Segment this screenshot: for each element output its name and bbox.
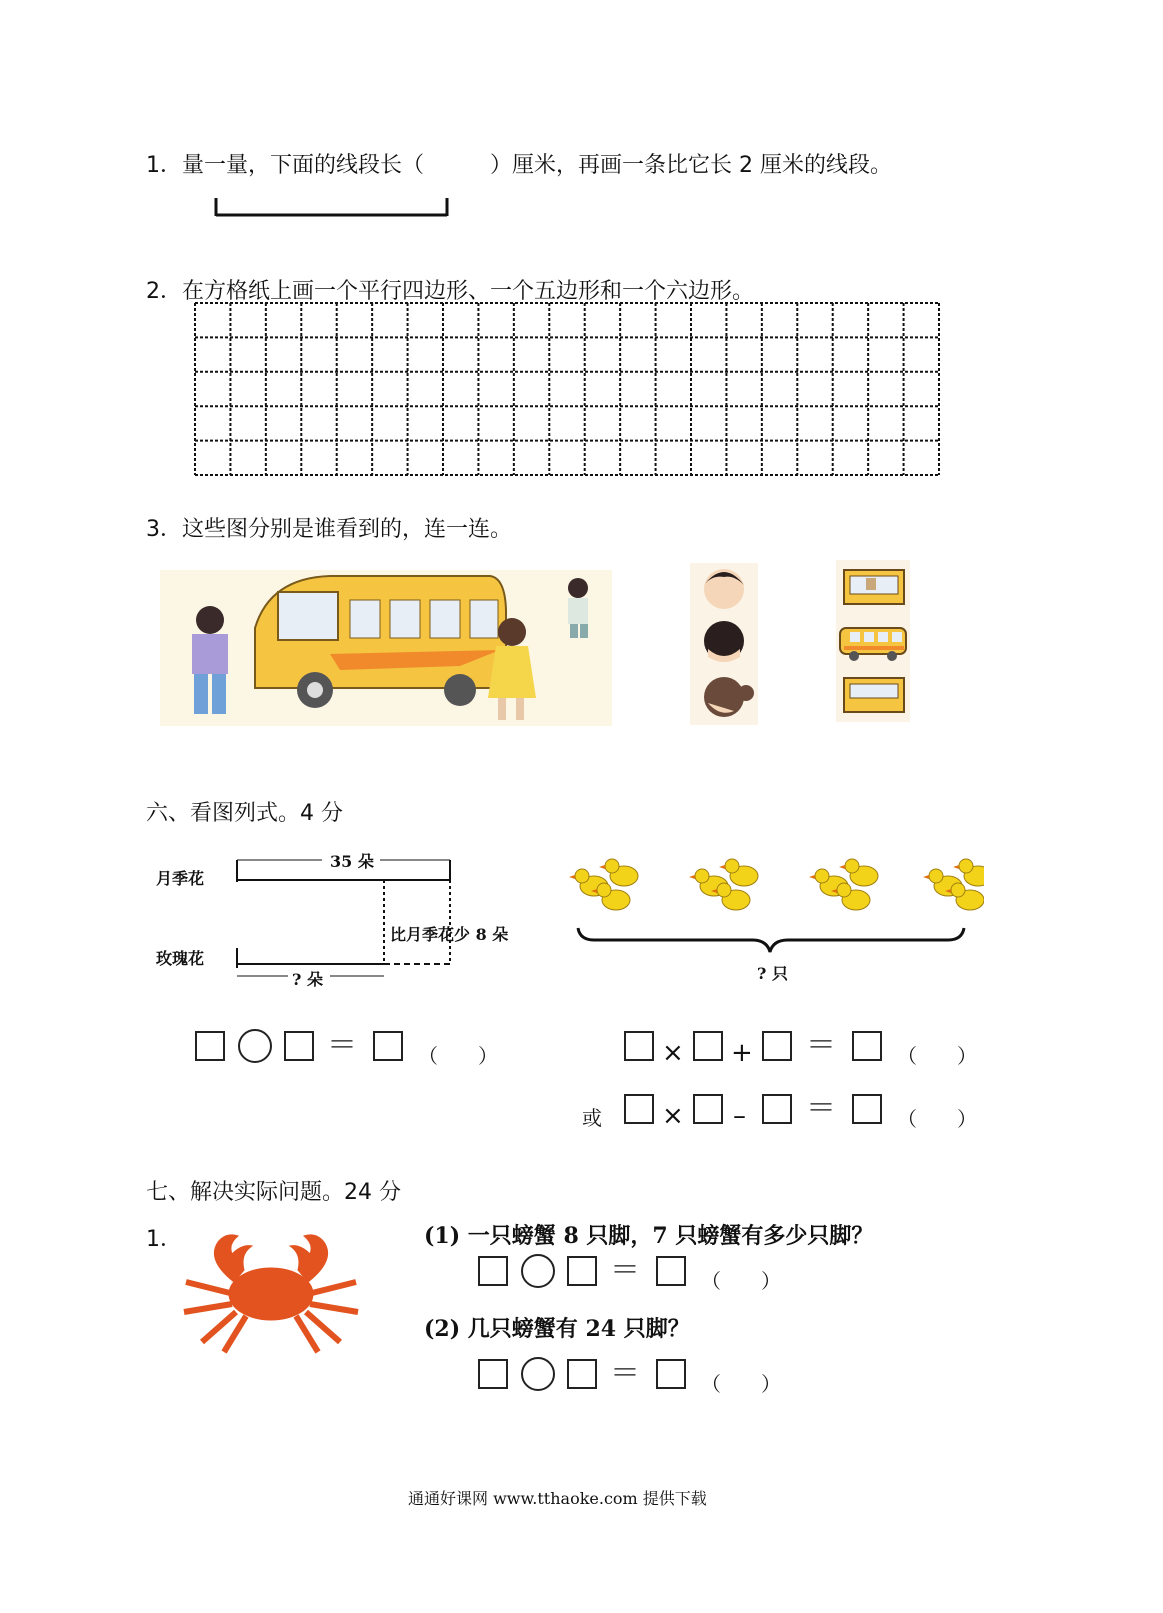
minus-sign: – bbox=[733, 1101, 746, 1131]
times-sign: × bbox=[662, 1101, 684, 1131]
answer-box[interactable] bbox=[693, 1031, 723, 1061]
answer-box[interactable] bbox=[195, 1031, 225, 1061]
grid-paper[interactable] bbox=[192, 300, 942, 478]
answer-box[interactable] bbox=[624, 1031, 654, 1061]
crab-question-2: (2) 几只螃蟹有 24 只脚？ bbox=[424, 1316, 690, 1342]
answer-box[interactable] bbox=[762, 1094, 792, 1124]
section6-title: 六、看图列式。4 分 bbox=[146, 801, 343, 826]
bus-views-image bbox=[836, 560, 910, 722]
bus-scene-image bbox=[160, 570, 612, 726]
answer-box[interactable] bbox=[284, 1031, 314, 1061]
equals-sign: ＝ bbox=[610, 1253, 640, 1288]
label-less: 比月季花少 8 朵 bbox=[390, 925, 509, 944]
chicks-image bbox=[562, 852, 984, 956]
label-yueji: 月季花 bbox=[156, 869, 205, 888]
equals-sign: ＝ bbox=[806, 1028, 836, 1063]
crab-image bbox=[176, 1230, 366, 1354]
unit-parentheses[interactable]: （ ） bbox=[701, 1269, 781, 1293]
section7-num: 1． bbox=[146, 1227, 182, 1252]
answer-box[interactable] bbox=[478, 1359, 508, 1389]
crab-question-1: (1) 一只螃蟹 8 只脚，7 只螃蟹有多少只脚？ bbox=[424, 1223, 874, 1249]
answer-box[interactable] bbox=[656, 1359, 686, 1389]
answer-box[interactable] bbox=[693, 1094, 723, 1124]
answer-box[interactable] bbox=[567, 1256, 597, 1286]
label-total: 35 朵 bbox=[330, 852, 374, 871]
section7-title: 七、解决实际问题。24 分 bbox=[146, 1180, 401, 1205]
answer-box[interactable] bbox=[567, 1359, 597, 1389]
chicks-label: ? 只 bbox=[757, 964, 788, 983]
footer-text: 通通好课网 www.tthaoke.com 提供下载 bbox=[408, 1489, 707, 1508]
q1-text: 1．量一量，下面的线段长（ ）厘米，再画一条比它长 2 厘米的线段。 bbox=[146, 153, 892, 178]
q3-text: 3．这些图分别是谁看到的，连一连。 bbox=[146, 517, 512, 542]
label-meigui: 玫瑰花 bbox=[156, 949, 205, 968]
equals-sign: ＝ bbox=[806, 1091, 836, 1126]
measure-segment bbox=[210, 196, 455, 226]
operator-circle[interactable] bbox=[521, 1254, 555, 1288]
answer-box[interactable] bbox=[478, 1256, 508, 1286]
answer-box[interactable] bbox=[762, 1031, 792, 1061]
or-label: 或 bbox=[582, 1106, 602, 1130]
operator-circle[interactable] bbox=[238, 1029, 272, 1063]
answer-box[interactable] bbox=[656, 1256, 686, 1286]
answer-box[interactable] bbox=[373, 1031, 403, 1061]
unit-parentheses[interactable]: （ ） bbox=[418, 1044, 498, 1068]
plus-sign: + bbox=[731, 1038, 753, 1068]
operator-circle[interactable] bbox=[521, 1357, 555, 1391]
unit-parentheses[interactable]: （ ） bbox=[701, 1372, 781, 1396]
answer-box[interactable] bbox=[624, 1094, 654, 1124]
heads-image bbox=[690, 563, 758, 725]
q2-text: 2．在方格纸上画一个平行四边形、一个五边形和一个六边形。 bbox=[146, 279, 754, 304]
equals-sign: ＝ bbox=[327, 1028, 357, 1063]
unit-parentheses[interactable]: （ ） bbox=[897, 1107, 977, 1131]
unit-parentheses[interactable]: （ ） bbox=[897, 1044, 977, 1068]
label-unknown: ? 朵 bbox=[292, 970, 323, 989]
answer-box[interactable] bbox=[852, 1094, 882, 1124]
answer-box[interactable] bbox=[852, 1031, 882, 1061]
times-sign: × bbox=[662, 1038, 684, 1068]
equals-sign: ＝ bbox=[610, 1356, 640, 1391]
